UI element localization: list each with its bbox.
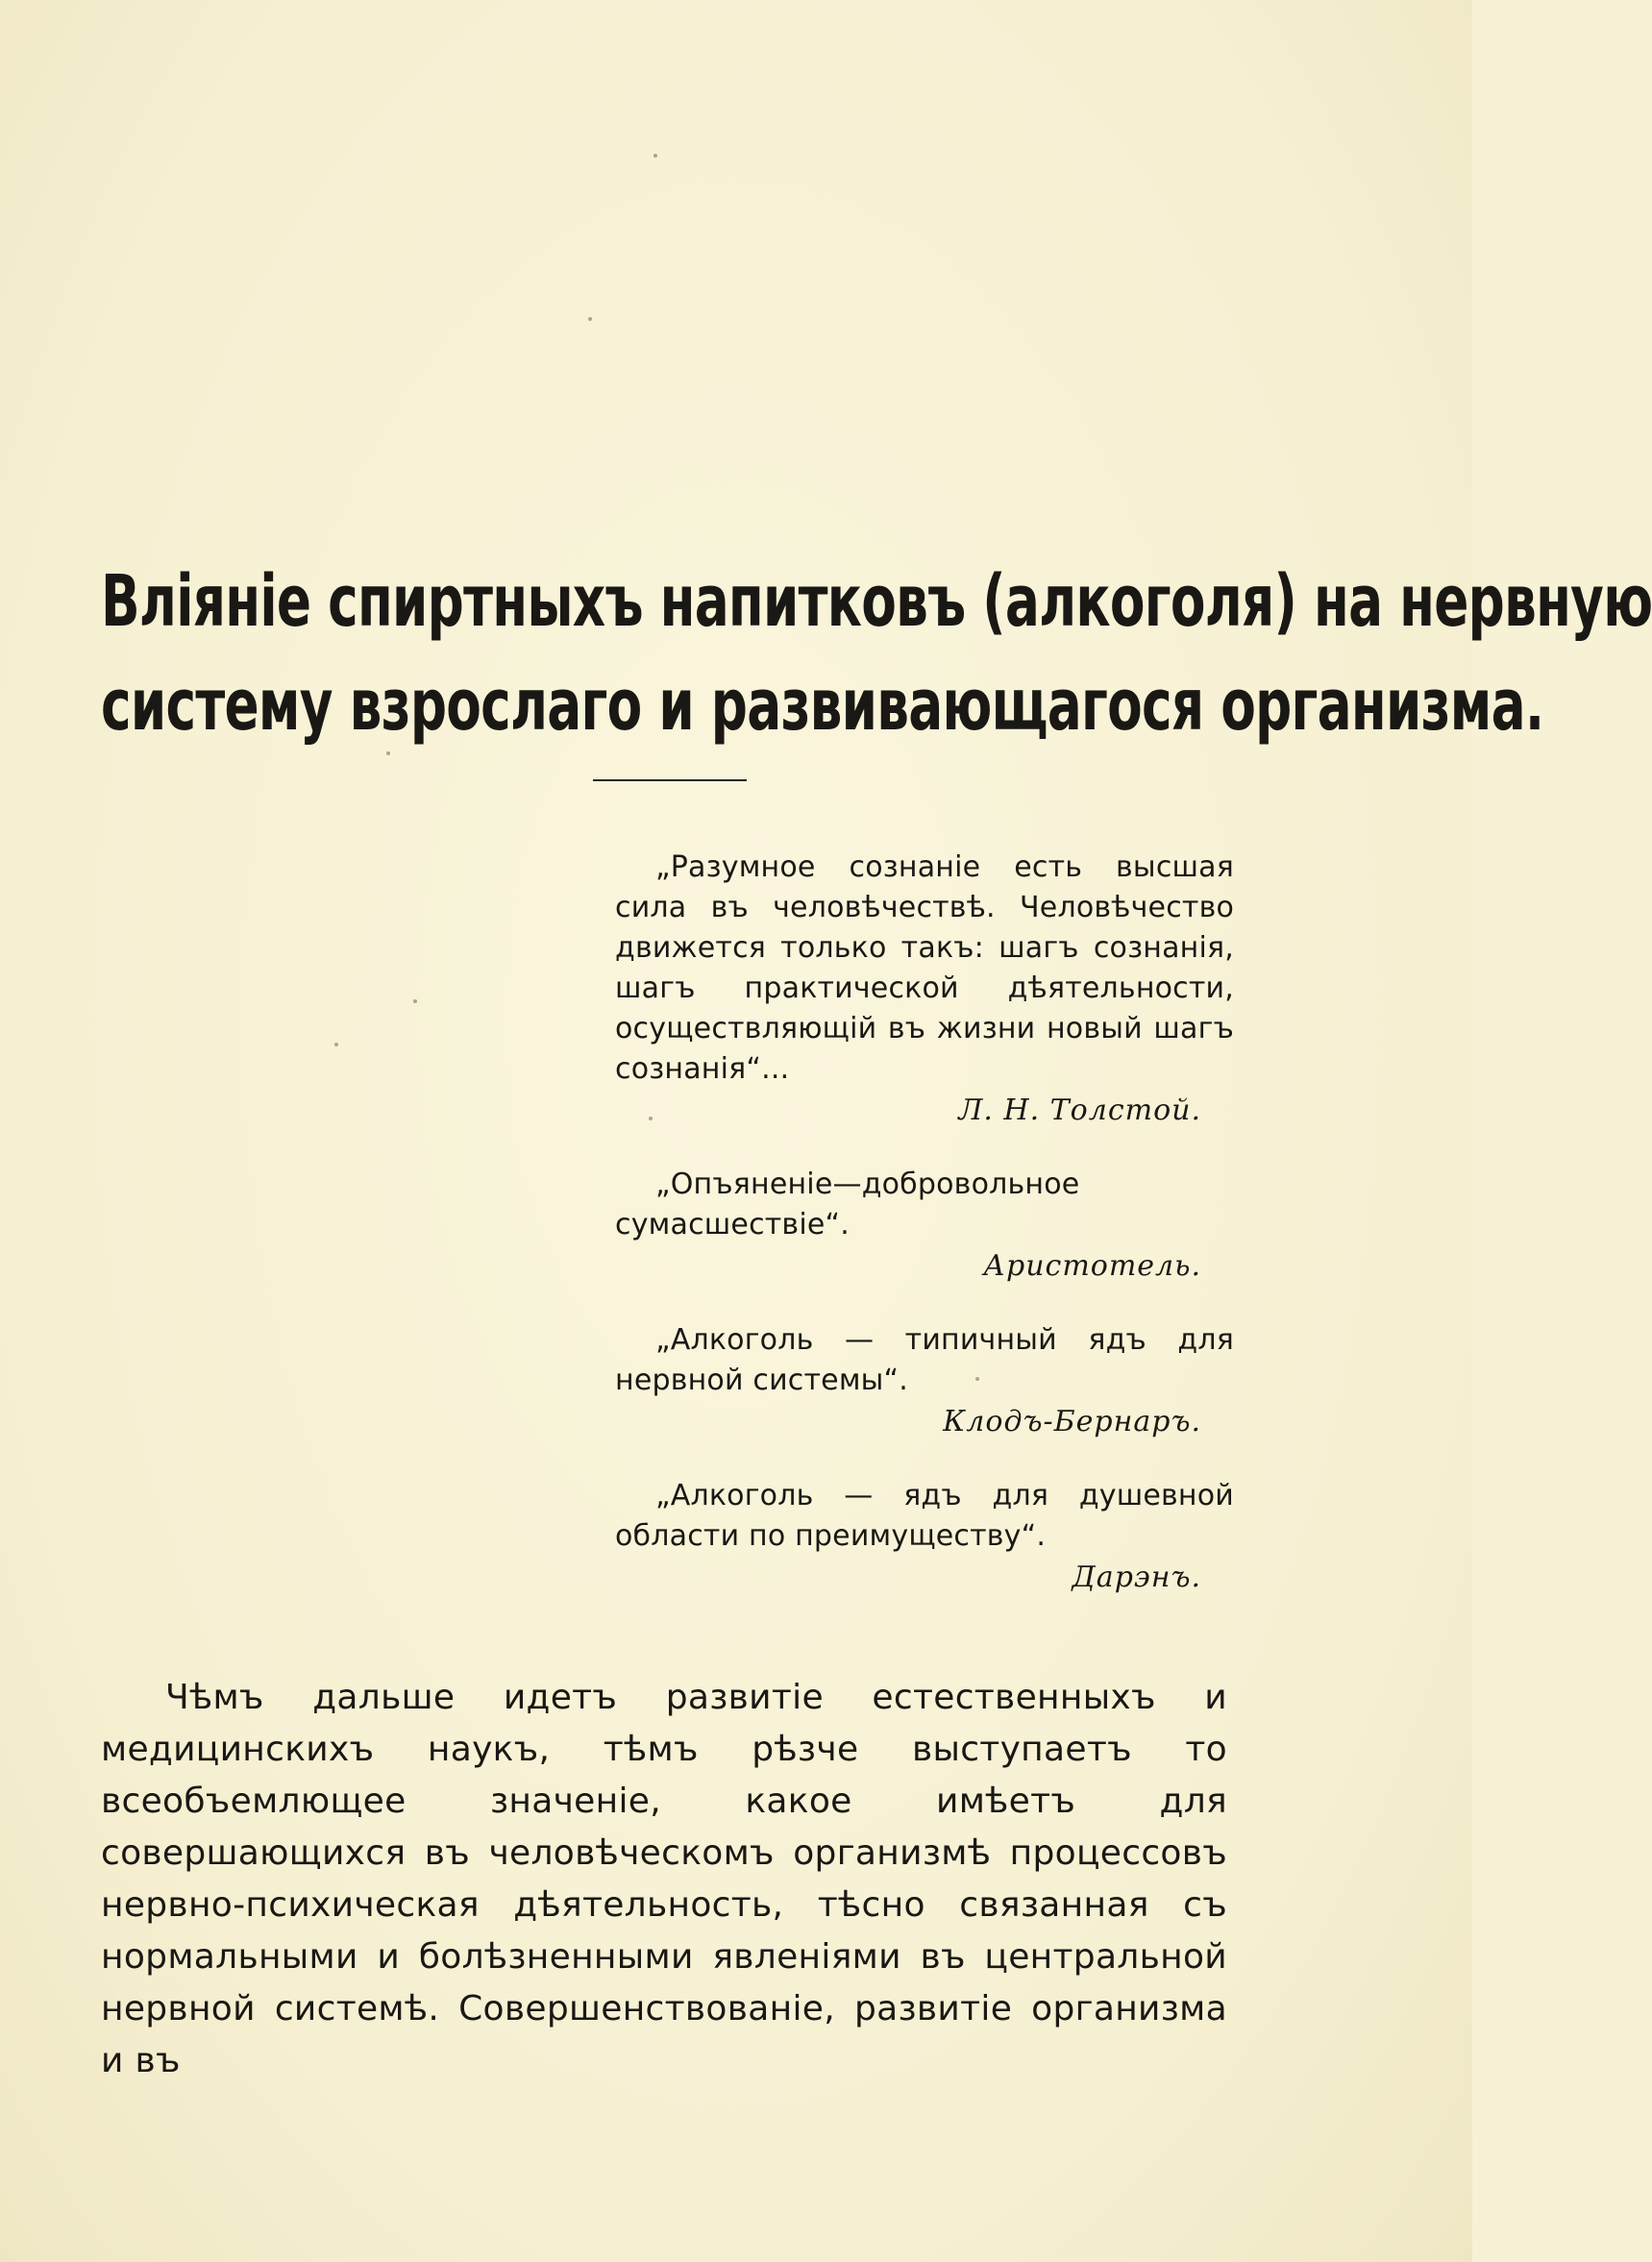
paper-speck (413, 999, 417, 1003)
epigraph-claude-bernard (615, 1320, 1234, 1443)
epigraph-quote: „Опъяненіе—добровольное сумасшествіе“. (615, 1168, 1080, 1242)
body-paragraph: Чѣмъ дальше идетъ развитіе естественныхъ и медицинскихъ наукъ, тѣмъ рѣзче выступаетъ то всеобъемлющее значеніе, какое имѣетъ для совершающихся въ человѣческомъ организмѣ процессовъ нервно-психическая дѣятельность, тѣсно связанная съ нормальными и болѣзненными явленіями въ центральной нервной системѣ. Совершенствованіе, развитіе организма и въ (101, 1678, 1227, 2080)
epigraph-author: Л. Н. Толстой. (958, 1094, 1201, 1127)
epigraphs (615, 848, 1234, 1632)
chapter-title-line-1: Вліяніе спиртныхъ напитковъ (алкоголя) на нервную (101, 560, 1652, 643)
epigraph-aristotle (615, 1165, 1234, 1288)
paper-speck (588, 317, 592, 321)
epigraph-quote: „Алкоголь — типичный ядъ для нервной системы“. (615, 1323, 1234, 1397)
title-divider (593, 779, 747, 781)
epigraph-quote: „Алкоголь — ядъ для душевной области по преимуществу“. (615, 1479, 1234, 1553)
epigraph-daren (615, 1476, 1234, 1599)
epigraph-author: Дарэнъ. (1072, 1561, 1201, 1594)
chapter-title-line-2: систему взрослаго и развивающагося организма. (101, 664, 1544, 747)
epigraph-author: Клодъ-Бернаръ. (943, 1405, 1201, 1438)
epigraph-author: Аристотель. (983, 1249, 1201, 1283)
epigraph-tolstoy (615, 848, 1234, 1132)
paper-speck (334, 1043, 338, 1046)
epigraph-quote: „Разумное сознаніе есть высшая сила въ человѣчествѣ. Человѣчество движется только такъ: шагъ сознанія, шагъ практической дѣятельности, осуществляющій въ жизни новый шагъ сознанія“... (615, 850, 1234, 1086)
chapter-title (101, 550, 1652, 757)
paper-speck (653, 154, 657, 158)
